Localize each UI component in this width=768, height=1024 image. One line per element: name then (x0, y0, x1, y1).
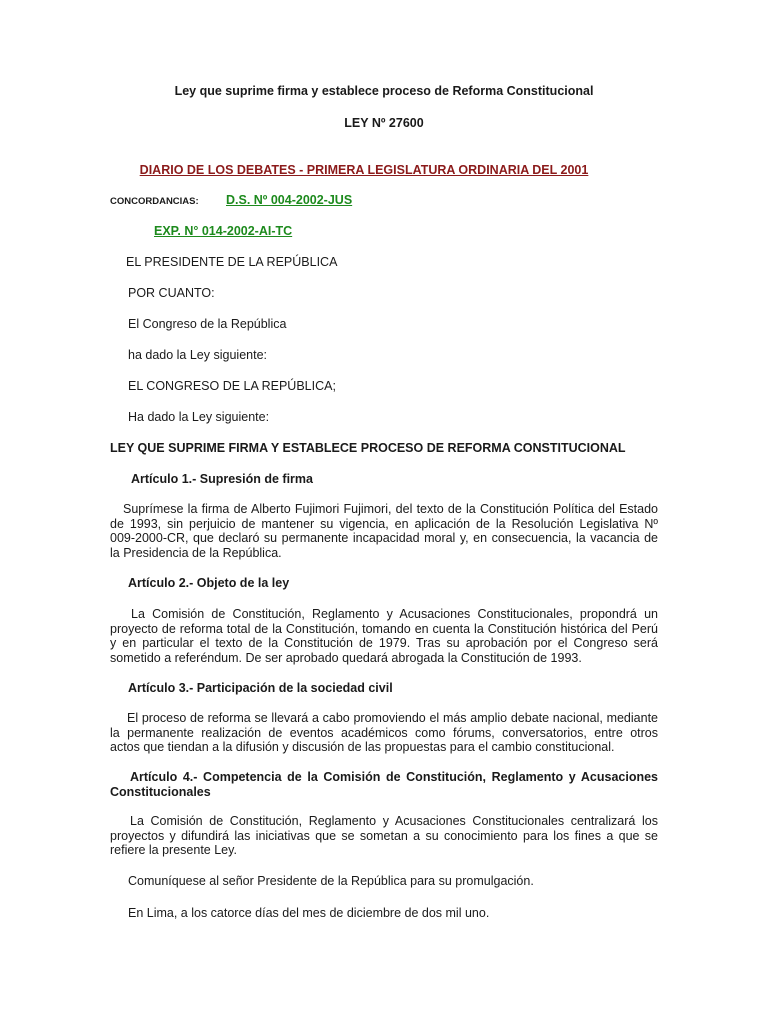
article-4-line: proyectos y difundirá las iniciativas que se sometan a su conocimiento para los fines a que se (110, 828, 658, 843)
article-2-heading: Artículo 2.- Objeto de la ley (128, 576, 290, 590)
preamble-congreso-caps: EL CONGRESO DE LA REPÚBLICA; (128, 379, 336, 393)
document-title: Ley que suprime firma y establece proceso de Reforma Constitucional (174, 84, 594, 98)
article-3-heading: Artículo 3.- Participación de la sociedad civil (128, 681, 393, 695)
article-1-line: 009-2000-CR, que declaró su permanente incapacidad moral y, en consecuencia, la vacancia de (110, 531, 658, 545)
article-1-heading: Artículo 1.- Supresión de firma (131, 472, 313, 486)
closing-date: En Lima, a los catorce días del mes de diciembre de dos mil uno. (128, 906, 490, 920)
article-3-line: la permanente realización de eventos académicos como fórums, conversatorios, entre otros (110, 725, 658, 740)
article-3-line: El proceso de reforma se llevará a cabo promoviendo el más amplio debate nacional, mediante (127, 711, 658, 725)
article-1-line: de 1993, sin perjuicio de mantener su vigencia, en aplicación de la Resolución Legislativa Nº (110, 516, 658, 531)
concordancia-exp-link[interactable]: EXP. N° 014-2002-AI-TC (154, 224, 293, 238)
law-number: LEY Nº 27600 (344, 116, 424, 130)
article-4-heading (110, 770, 658, 799)
preamble-ha-dado: ha dado la Ley siguiente: (128, 348, 267, 362)
article-3-line: actos que tiendan a la difusión y discusión de las propuestas para el cambio constitucional. (110, 740, 615, 754)
concordancia-ds-link[interactable]: D.S. Nº 004-2002-JUS (226, 193, 353, 207)
article-2-line: y en particular el texto de la Constitución de 1979. Tras su aprobación por el Congreso será (110, 636, 658, 650)
article-4-heading-line: Artículo 4.- Competencia de la Comisión de Constitución, Reglamento y Acusaciones (130, 770, 658, 784)
article-4-body (110, 814, 658, 858)
article-1-line: Suprímese la firma de Alberto Fujimori Fujimori, del texto de la Constitución Política del Estado (123, 502, 658, 516)
preamble-president: EL PRESIDENTE DE LA REPÚBLICA (126, 255, 338, 269)
debates-link[interactable]: DIARIO DE LOS DEBATES - PRIMERA LEGISLATURA ORDINARIA DEL 2001 (139, 163, 589, 177)
article-2-body (110, 607, 658, 665)
preamble-ha-dado-2: Ha dado la Ley siguiente: (128, 410, 270, 424)
article-4-line: La Comisión de Constitución, Reglamento y Acusaciones Constitucionales centralizará los (130, 814, 658, 828)
article-1-line: la Presidencia de la República. (110, 545, 282, 560)
article-1-body (110, 502, 658, 560)
preamble-congreso: El Congreso de la República (128, 317, 287, 331)
article-4-line: refiere la presente Ley. (110, 843, 237, 857)
article-2-line: proyecto de reforma total de la Constitución, tomando en cuenta la Constitución histórica del Perú (110, 621, 658, 636)
article-2-line: La Comisión de Constitución, Reglamento y Acusaciones Constitucionales, propondrá un (131, 607, 658, 621)
article-2-line: sometido a referéndum. De ser aprobado quedará abrogada la Constitución de 1993. (110, 650, 582, 665)
law-heading: LEY QUE SUPRIME FIRMA Y ESTABLECE PROCESO DE REFORMA CONSTITUCIONAL (110, 441, 626, 455)
closing-promulgation: Comuníquese al señor Presidente de la República para su promulgación. (128, 874, 534, 888)
concordancias-label: CONCORDANCIAS: (110, 196, 199, 207)
preamble-por-cuanto: POR CUANTO: (128, 286, 215, 300)
article-3-body (110, 711, 658, 755)
article-4-heading-line: Constitucionales (110, 784, 211, 799)
